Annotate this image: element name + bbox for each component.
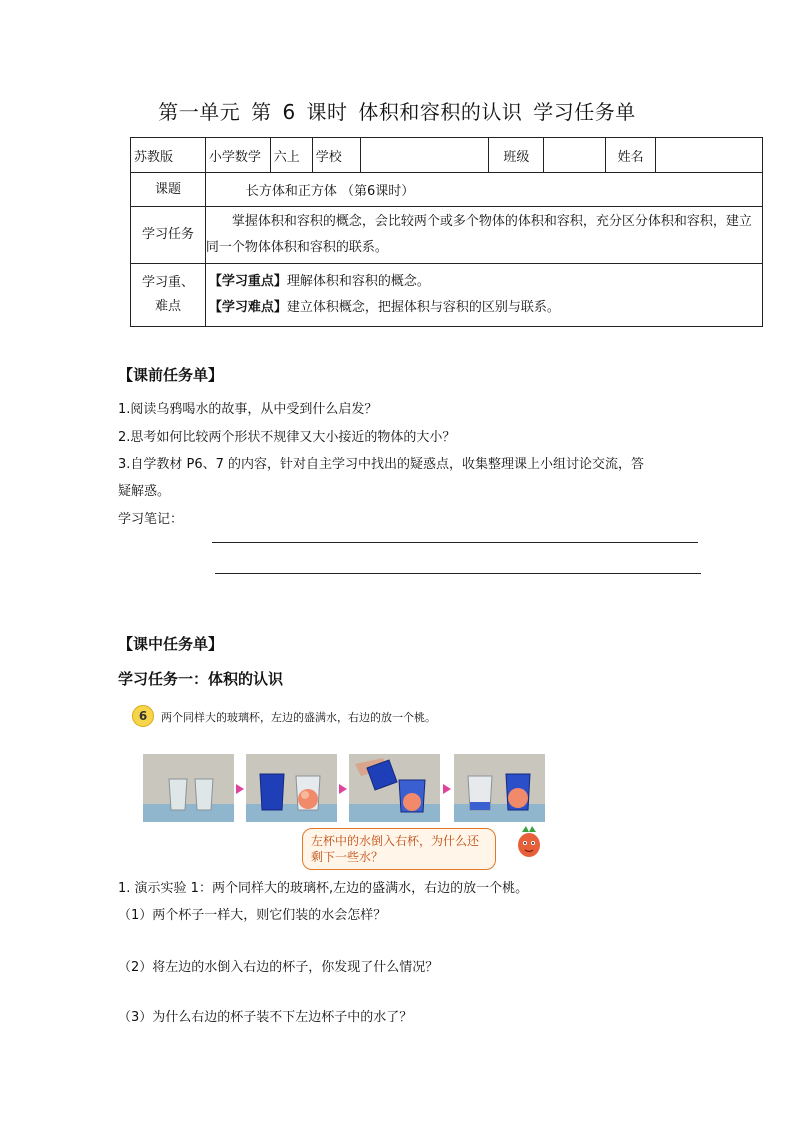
question-3: （3）为什么右边的杯子装不下左边杯子中的水了？: [118, 1010, 413, 1025]
difficult-text: 建立体积概念，把握体积与容积的区别与联系。: [286, 300, 560, 315]
question-1: （1）两个杯子一样大，则它们装的水会怎样？: [118, 908, 387, 923]
mascot-icon: [514, 826, 544, 858]
photo-empty-glasses: [143, 754, 234, 822]
pre-class-item-1: 1.阅读乌鸦喝水的故事，从中受到什么启发？: [118, 402, 378, 417]
keypoints-label-line2: 难点: [154, 299, 181, 314]
experiment-intro: 1. 演示实验 1：两个同样大的玻璃杯,左边的盛满水，右边的放一个桃。: [118, 881, 529, 896]
arrow-right-icon: [339, 784, 347, 794]
difficult-tag: 【学习难点】: [208, 300, 287, 315]
speech-bubble: 左杯中的水倒入右杯，为什么还剩下一些水？: [302, 828, 496, 870]
arrow-right-icon: [236, 784, 244, 794]
name-field[interactable]: [656, 138, 763, 173]
class-field[interactable]: [544, 138, 606, 173]
topic-value: 长方体和正方体 （第6课时）: [205, 173, 762, 207]
figure-caption: 两个同样大的玻璃杯，左边的盛满水，右边的放一个桃。: [161, 711, 436, 724]
notes-line-2[interactable]: [215, 573, 701, 574]
figure-number-badge: 6: [132, 705, 154, 727]
task-value: 掌握体积和容积的概念，会比较两个或多个物体的体积和容积，充分区分体积和容积，建立同一个物体体积和容积的联系。: [205, 207, 762, 264]
publisher-cell: 苏教版: [131, 138, 206, 173]
key-tag: 【学习重点】: [208, 274, 287, 289]
task1-title: 学习任务一：体积的认识: [118, 670, 284, 688]
school-field[interactable]: [360, 138, 489, 173]
keypoints-label: [131, 264, 206, 327]
photo-water-and-peach: [246, 754, 337, 822]
keypoints-value: [205, 264, 762, 327]
photo-pouring: [349, 754, 440, 822]
info-table: [130, 137, 763, 327]
task-label: 学习任务: [131, 207, 206, 264]
pre-class-item-2: 2.思考如何比较两个形状不规律又大小接近的物体的大小？: [118, 430, 456, 445]
name-label: 姓名: [606, 138, 656, 173]
pre-class-item-3: 3.自学教材 P6、7 的内容，针对自主学习中找出的疑惑点，收集整理课上小组讨论交流，答: [118, 457, 645, 472]
keypoints-label-line1: 学习重、: [141, 275, 194, 290]
arrow-right-icon: [443, 784, 451, 794]
pre-class-heading: 【课前任务单】: [118, 366, 224, 384]
notes-line-1[interactable]: [212, 542, 698, 543]
page-title: 第一单元 第 6 课时 体积和容积的认识 学习任务单: [158, 100, 636, 124]
pre-class-item-3-cont: 疑解惑。: [118, 484, 171, 499]
school-label: 学校: [312, 138, 360, 173]
question-2: （2）将左边的水倒入右边的杯子，你发现了什么情况？: [118, 960, 439, 975]
notes-label: 学习笔记：: [118, 512, 184, 527]
topic-label: 课题: [131, 173, 206, 207]
grade-cell: 六上: [270, 138, 312, 173]
subject-cell: 小学数学: [205, 138, 270, 173]
photo-result: [454, 754, 545, 822]
in-class-heading: 【课中任务单】: [118, 635, 224, 653]
class-label: 班级: [489, 138, 544, 173]
key-text: 理解体积和容积的概念。: [286, 274, 430, 289]
